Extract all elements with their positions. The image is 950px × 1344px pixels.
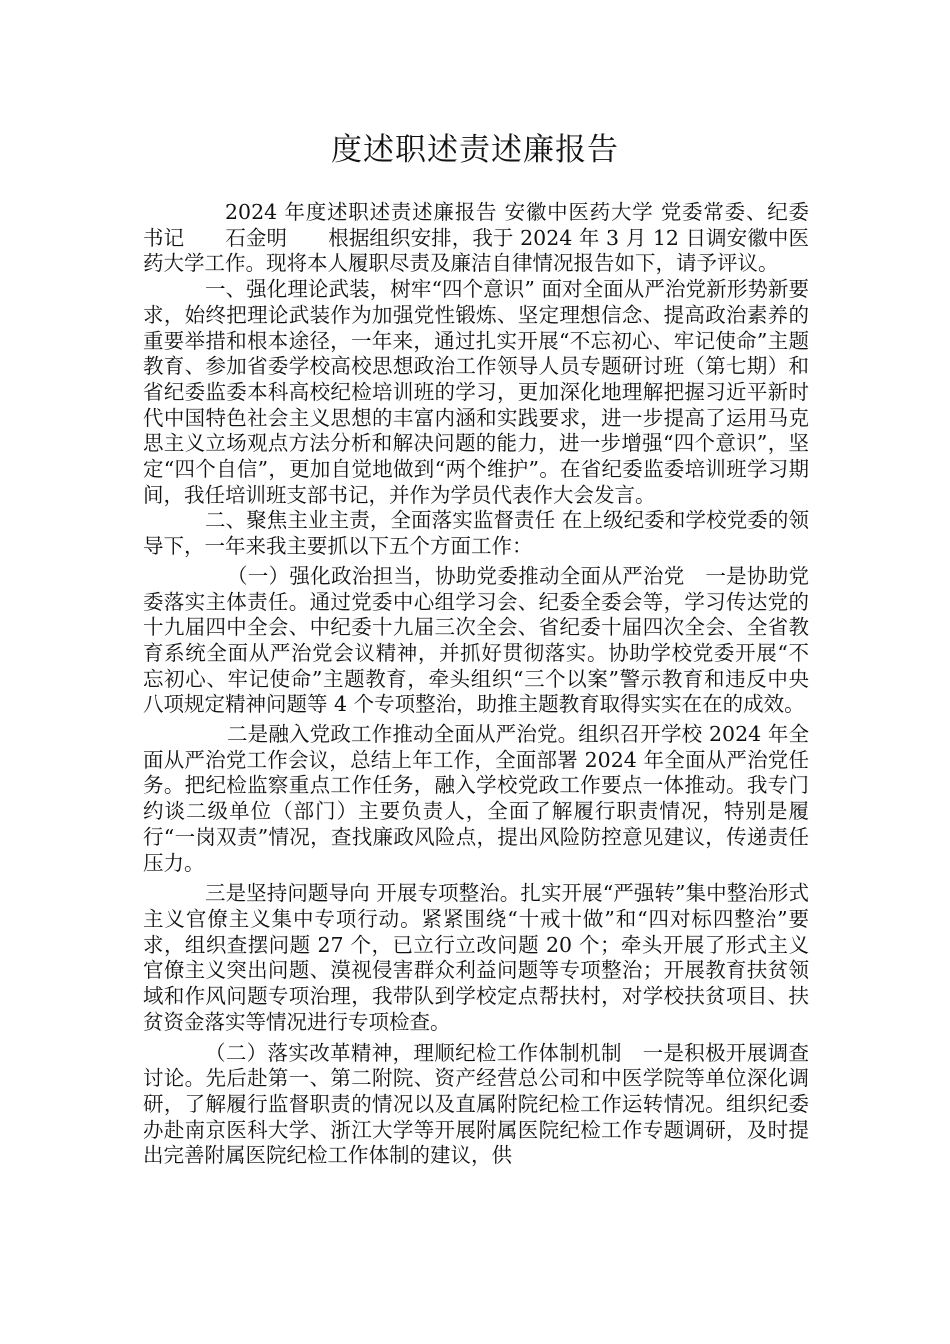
paragraph-section-2: 二、聚焦主业主责，全面落实监督责任 在上级纪委和学校党委的领导下，一年来我主要抓以下五个方面工作： — [143, 508, 809, 559]
paragraph-point-2: 二是融入党政工作推动全面从严治党。组织召开学校 2024 年全面从严治党工作会议，总结上年工作，全面部署 2024 年全面从严治党任务。把纪检监察重点工作任务，融入学校党政工作要点一体推动。我专门约谈二级单位（部门）主要负责人，全面了解履行职责情况，特别是履行“一岗双责”情况，查找廉政风险点，提出风险防控意见建议，传递责任压力。 — [143, 722, 809, 875]
paragraph-intro: 2024 年度述职述责述廉报告 安徽中医药大学 党委常委、纪委书记 石金明 根据组织安排，我于 2024 年 3 月 12 日调安徽中医药大学工作。现将本人履职尽责及廉洁自律情况报告如下，请予评议。 — [143, 200, 809, 276]
paragraph-subsection-1: （一）强化政治担当，协助党委推动全面从严治党 一是协助党委落实主体责任。通过党委中心组学习会、纪委全委会等，学习传达党的十九届四中全会、中纪委十九届三次全会、省纪委十届四次全会、全省教育系统全面从严治党会议精神，并抓好贯彻落实。协助学校党委开展“不忘初心、牢记使命”主题教育，牵头组织“三个以案”警示教育和违反中央八项规定精神问题等 4 个专项整治，助推主题教育取得实实在在的成效。 — [143, 563, 809, 717]
document-title: 度述职述责述廉报告 — [331, 132, 619, 168]
paragraph-point-3: 三是坚持问题导向 开展专项整治。扎实开展“严强转”集中整治形式主义官僚主义集中专项行动。紧紧围绕“十戒十做”和“四对标四整治”要求，组织查摆问题 27 个，已立行立改问题 20 个；牵头开展了形式主义官僚主义突出问题、漠视侵害群众利益问题等专项整治；开展教育扶贫领域和作风问题专项治理，我带队到学校定点帮扶村，对学校扶贫项目、扶贫资金落实等情况进行专项检查。 — [143, 881, 809, 1034]
paragraph-section-1: 一、强化理论武装，树牢“四个意识” 面对全面从严治党新形势新要求，始终把理论武装作为加强党性锻炼、坚定理想信念、提高政治素养的重要举措和根本途径，一年来，通过扎实开展“不忘初心、牢记使命”主题教育、参加省委学校高校思想政治工作领导人员专题研讨班（第七期）和省纪委监委本科高校纪检培训班的学习，更加深化地理解把握习近平新时代中国特色社会主义思想的丰富内涵和实践要求，进一步提高了运用马克思主义立场观点方法分析和解决问题的能力，进一步增强“四个意识”，坚定“四个自信”，更加自觉地做到“两个维护”。在省纪委监委培训班学习期间，我任培训班支部书记，并作为学员代表作大会发言。 — [143, 277, 809, 507]
document-body — [143, 200, 809, 1169]
paragraph-subsection-2: （二）落实改革精神，理顺纪检工作体制机制 一是积极开展调查讨论。先后赴第一、第二附院、资产经营总公司和中医学院等单位深化调研，了解履行监督职责的情况以及直属附院纪检工作运转情况。组织纪委办赴南京医科大学、浙江大学等开展附属医院纪检工作专题调研，及时提出完善附属医院纪检工作体制的建议，供 — [143, 1040, 809, 1168]
